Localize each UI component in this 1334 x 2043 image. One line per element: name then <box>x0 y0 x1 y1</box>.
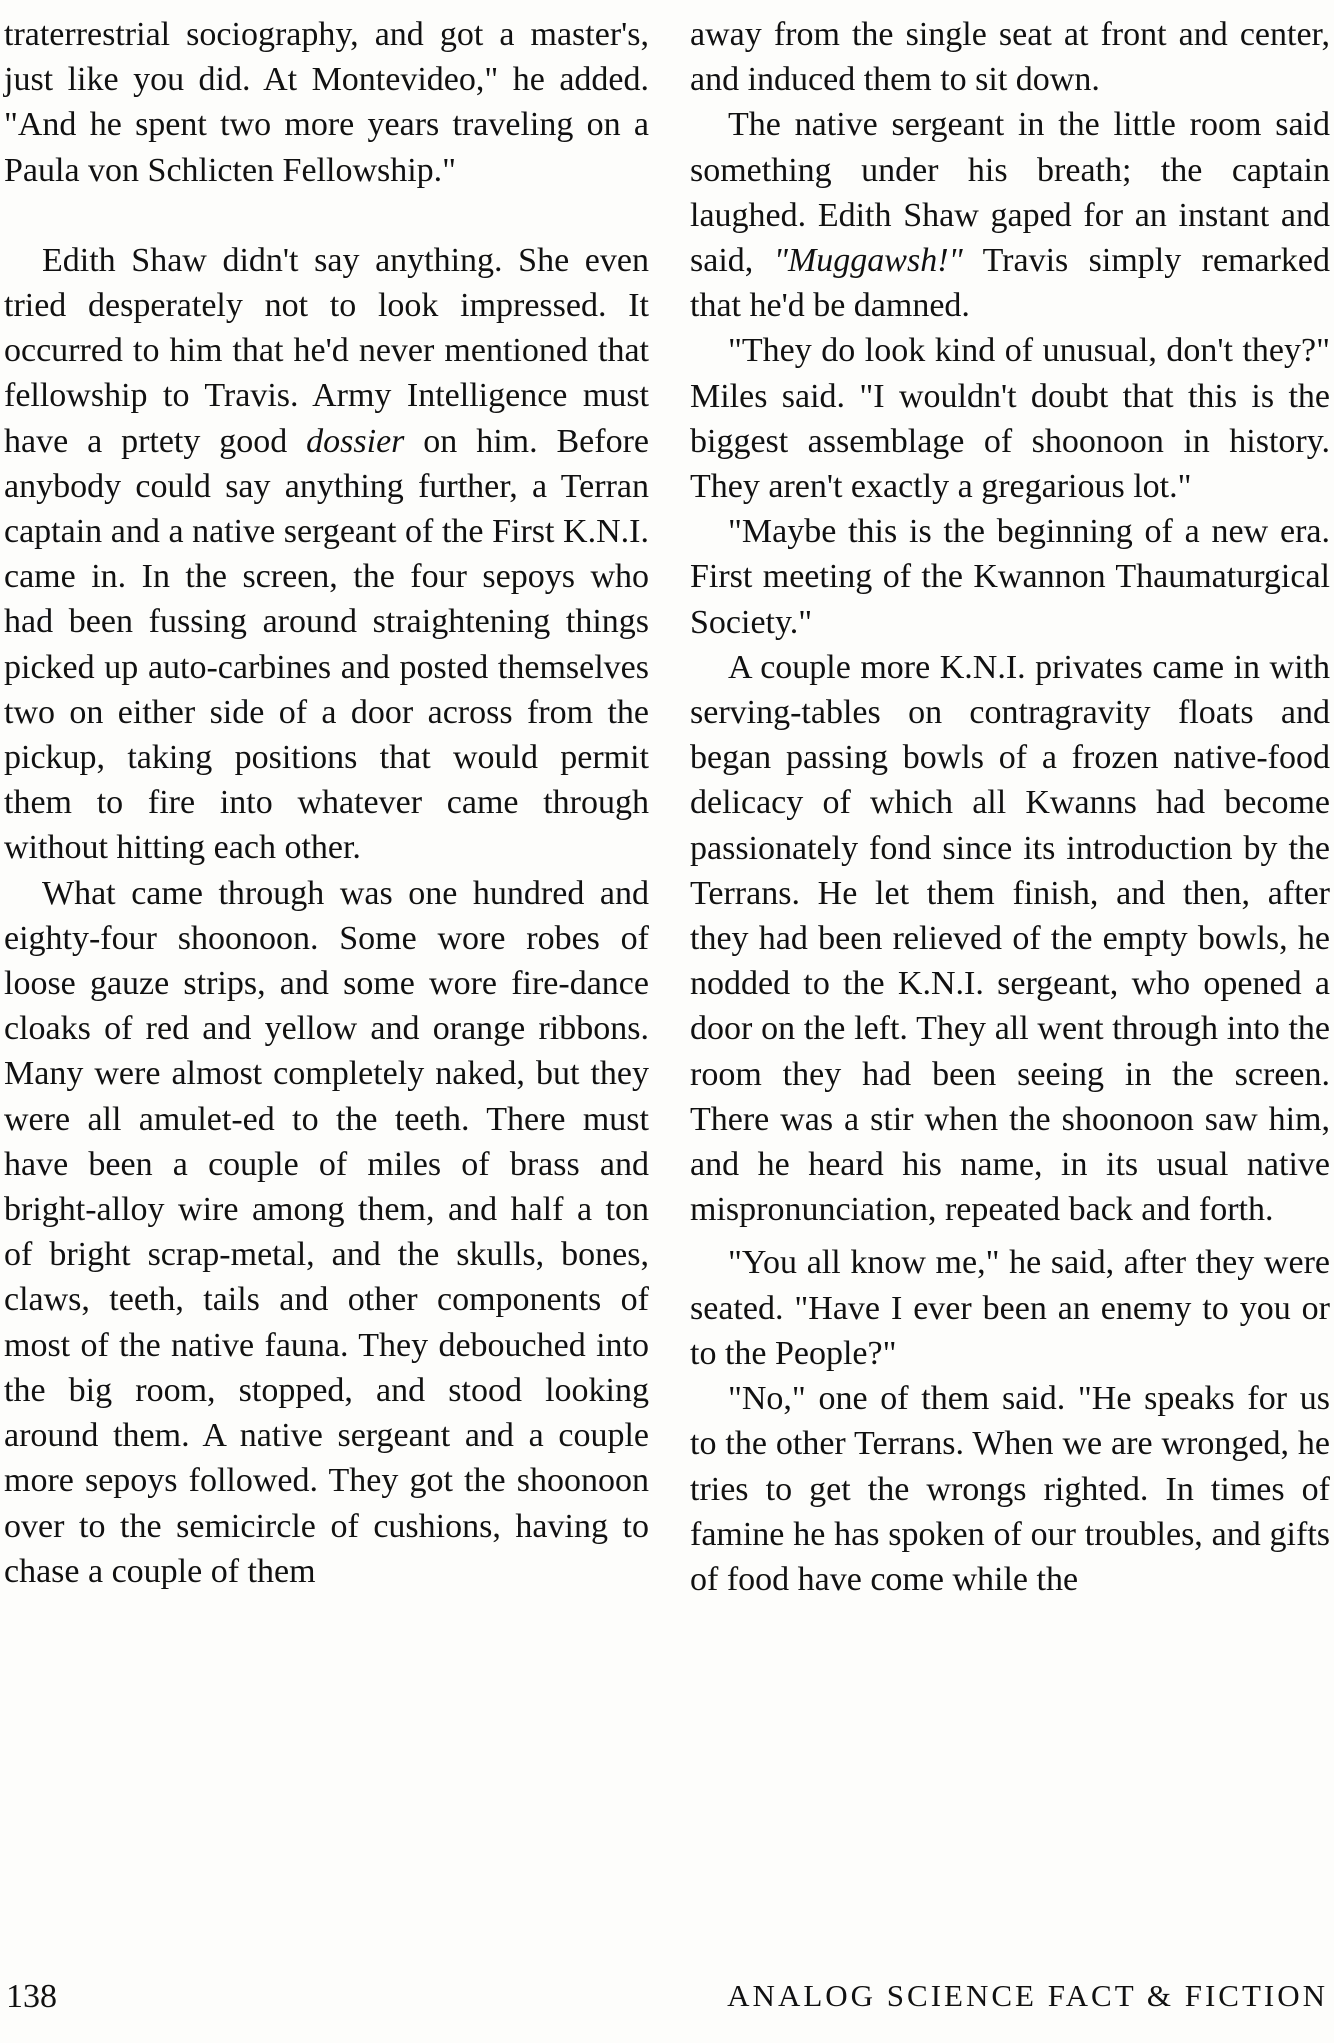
paragraph: traterrestrial sociography, and got a master's, just like you did. At Montevideo," he added. "And he spent two more years traveling on a Paula von Schlicten Fellowship." <box>4 16 649 189</box>
paragraph <box>4 238 649 871</box>
paragraph-text: Travis simply remarked that he'd be damned. <box>690 242 1330 325</box>
running-title: ANALOG SCIENCE FACT & FICTION <box>727 1978 1328 2013</box>
paragraph-text: Edith Shaw didn't say anything. She even tried desperately not to look impressed. It occurred to him that he'd never mentioned that fellowship to Travis. Army Intelligence must have a prtety good <box>4 241 649 460</box>
page-footer <box>0 1978 1334 2028</box>
paragraph: away from the single seat at front and center, and induced them to sit down. <box>690 16 1330 99</box>
italic-exclamation: "Muggawsh!" <box>773 242 963 280</box>
paragraph <box>690 102 1330 328</box>
paragraph: What came through was one hundred and eighty-four shoonoon. Some wore robes of loose gauze strips, and some wore fire-dance cloaks of red and yellow and orange ribbons. Many were almost completely naked, but they were all amulet-ed to the teeth. There must have been a couple of miles of brass and bright-alloy wire among them, and half a ton of bright scrap-metal, and the skulls, bones, claws, teeth, tails and other components of most of the native fauna. They debouched into the big room, stopped, and stood looking around them. A native sergeant and a couple more sepoys followed. They got the shoonoon over to the semicircle of cushions, having to chase a couple of them <box>4 874 649 1590</box>
right-text-column <box>690 12 1330 1602</box>
paragraph: A couple more K.N.I. privates came in with serving-tables on contragravity floats and began passing bowls of a frozen native-food delicacy of which all Kwanns had become passionately fond since its introduction by the Terrans. He let them finish, and then, after they had been relieved of the empty bowls, he nodded to the K.N.I. sergeant, who opened a door on the left. They all went through into the room they had been seeing in the screen. There was a stir when the shoonoon saw him, and he heard his name, in its usual native mispronunciation, repeated back and forth. <box>690 648 1330 1229</box>
paragraph-text: on him. Before anybody could say anything further, a Terran captain and a native sergeant of the First K.N.I. came in. In the screen, the four sepoys who had been fussing around straightening things picked up auto-carbines and posted themselves two on either side of a door across from the pickup, taking positions that would permit them to fire into whatever came through without hitting each other. <box>4 422 649 867</box>
page-number: 138 <box>6 1978 57 2015</box>
italic-word: dossier <box>306 422 405 460</box>
paragraph: "You all know me," he said, after they were seated. "Have I ever been an enemy to you or to the People?" <box>690 1244 1330 1372</box>
left-text-column <box>4 12 649 1594</box>
paragraph: "They do look kind of unusual, don't they?" Miles said. "I wouldn't doubt that this is the biggest assemblage of shoonoon in history. They aren't exactly a gregarious lot." <box>690 332 1330 506</box>
paragraph: "No," one of them said. "He speaks for us to the other Terrans. When we are wronged, he tries to get the wrongs righted. In times of famine he has spoken of our troubles, and gifts of food have come while the <box>690 1380 1330 1598</box>
paragraph-text: The native sergeant in the little room said something under his breath; the captain laughed. Edith Shaw gaped for an instant and said, <box>690 106 1330 280</box>
paragraph: "Maybe this is the beginning of a new era. First meeting of the Kwannon Thaumaturgical Society." <box>690 513 1330 641</box>
